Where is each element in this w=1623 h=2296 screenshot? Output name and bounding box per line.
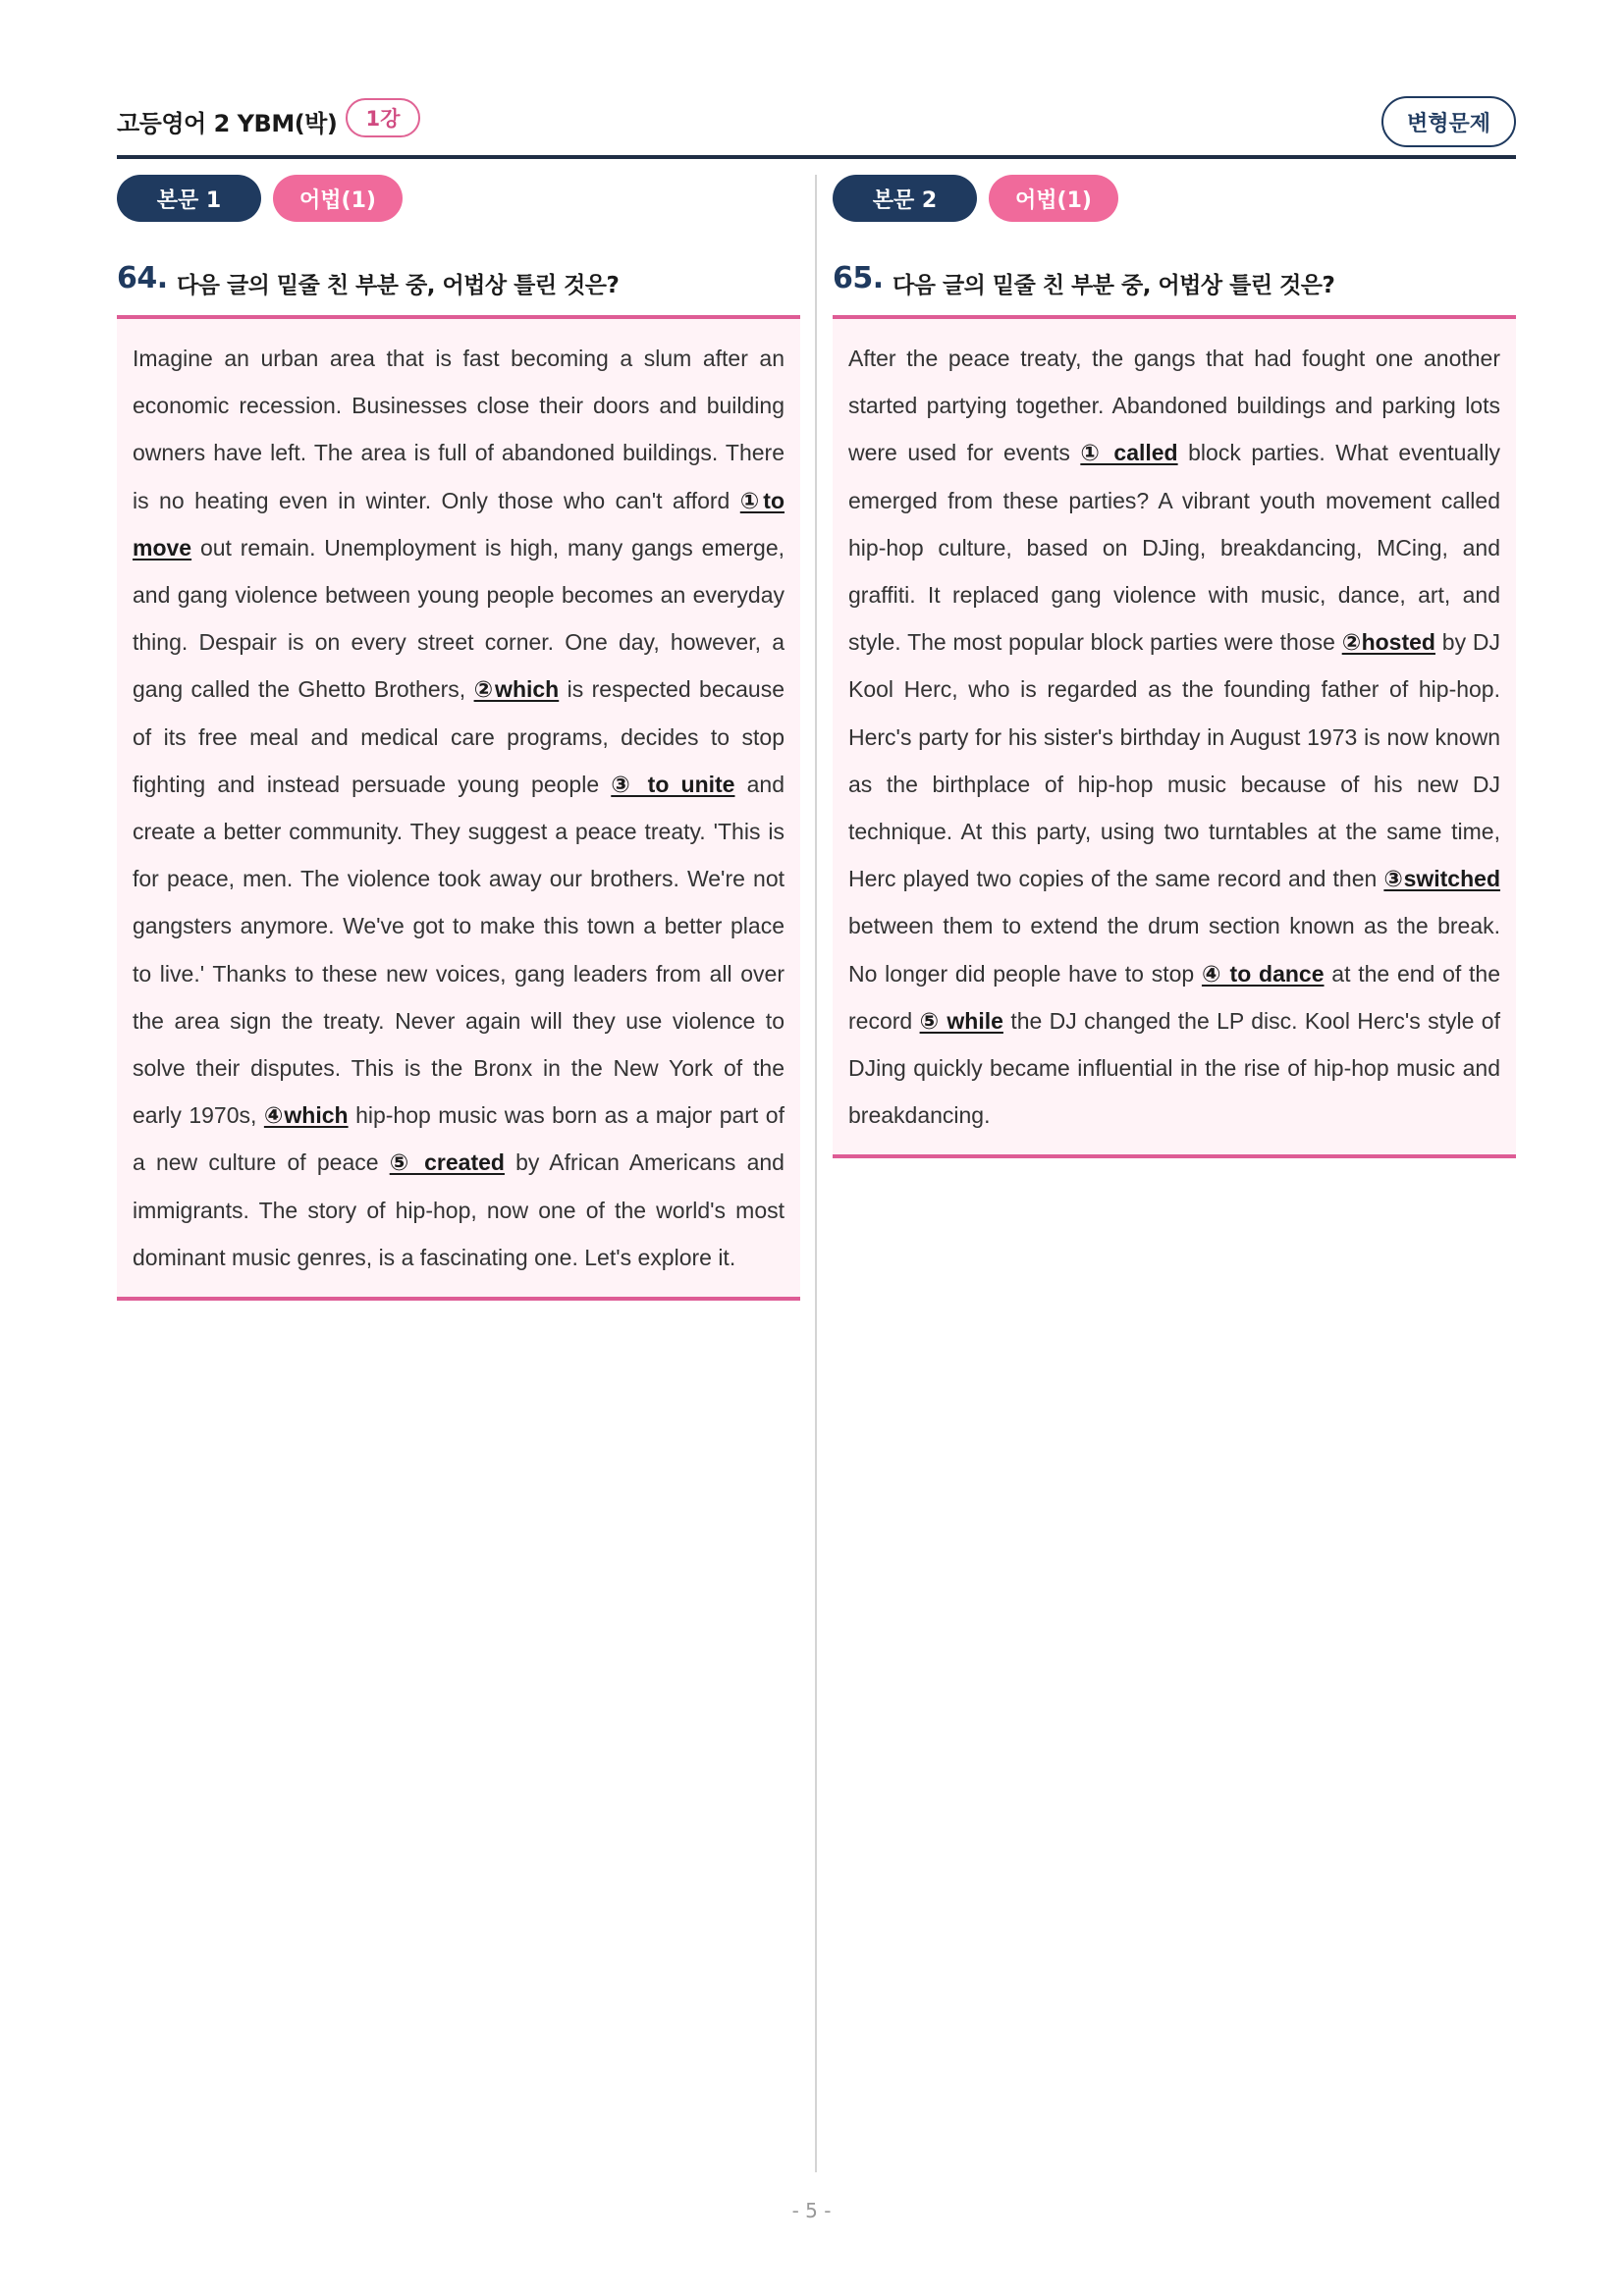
section-tag: 본문 1	[117, 175, 261, 222]
underlined-option-3: ③ to unite	[611, 771, 735, 797]
underlined-option-1: ①to move	[133, 487, 784, 561]
question-64	[117, 261, 800, 298]
passage-text: between them to extend the drum section known as the break. No longer did people have to stop	[848, 913, 1500, 987]
type-tag: 어법(1)	[989, 175, 1118, 222]
underlined-option-2: ②which	[473, 676, 560, 703]
right-column	[833, 175, 1516, 1158]
header-divider	[117, 155, 1516, 159]
passage-text: After the peace treaty, the gangs that had fought one another started partying together. Abandoned buildings and parking lots were used for events	[848, 346, 1500, 466]
passage-box	[833, 319, 1516, 1158]
passage-text: the DJ changed the LP disc. Kool Herc's style of DJing quickly became influential in the rise of hip-hop music and breakdancing.	[848, 1007, 1500, 1129]
question-text: 다음 글의 밑줄 친 부분 중, 어법상 틀린 것은?	[177, 273, 620, 298]
page-header	[117, 96, 1516, 143]
passage-box	[117, 319, 800, 1301]
column-divider	[815, 175, 817, 2172]
passage-text: by African Americans and immigrants. The story of hip-hop, now one of the world's most dominant music genres, is a fascinating one. Let's explore it.	[133, 1149, 784, 1270]
passage-text: out remain. Unemployment is high, many gangs emerge, and gang violence between young people becomes an everyday thing. Despair is on every street corner. One day, however, a gang called the Ghetto Brothers,	[133, 534, 784, 703]
variant-badge: 변형문제	[1381, 96, 1516, 147]
left-column	[117, 175, 800, 1301]
page-title: 고등영어 2 YBM(박)	[117, 110, 338, 137]
underlined-option-4: ④which	[263, 1102, 349, 1129]
question-number: 65.	[833, 261, 884, 295]
passage-text: Imagine an urban area that is fast becoming a slum after an economic recession. Businesses close their doors and building owners have left. The area is full of abandoned buildings. There is no heating even in winter. Only those who can't afford	[133, 346, 784, 513]
underlined-option-5: ⑤ created	[389, 1149, 505, 1176]
passage-text: block parties. What eventually emerged from these parties? A vibrant youth movement called hip-hop culture, based on DJing, breakdancing, MCing, and graffiti. It replaced gang violence with music, dance, art, and style. The most popular block parties were those	[848, 440, 1500, 656]
underlined-option-1: ① called	[1080, 440, 1178, 466]
passage-text: and create a better community. They suggest a peace treaty. 'This is for peace, men. The violence took away our brothers. We're not gangsters anymore. We've got to make this town a better place to live.' Thanks to these new voices, gang leaders from all over the area sign the treaty. Never again will they use violence to solve their disputes. This is the Bronx in the New York of the early 1970s,	[133, 771, 784, 1129]
underlined-option-2: ②hosted	[1341, 629, 1435, 656]
page-number: - 5 -	[791, 2199, 832, 2222]
type-tag: 어법(1)	[273, 175, 403, 222]
left-tags	[117, 175, 800, 222]
passage-text: at the end of the record	[848, 960, 1501, 1034]
passage-text: is respected because of its free meal and medical care programs, decides to stop fighting and instead persuade young people	[133, 676, 784, 797]
underlined-option-3: ③switched	[1383, 866, 1500, 892]
question-number: 64.	[117, 261, 168, 295]
underlined-option-5: ⑤ while	[919, 1007, 1003, 1034]
question-text: 다음 글의 밑줄 친 부분 중, 어법상 틀린 것은?	[893, 273, 1335, 298]
right-tags	[833, 175, 1516, 222]
passage-text: hip-hop music was born as a major part of a new culture of peace	[133, 1102, 784, 1176]
section-tag: 본문 2	[833, 175, 977, 222]
question-65	[833, 261, 1516, 298]
underlined-option-4: ④ to dance	[1201, 960, 1325, 987]
lesson-badge: 1강	[346, 98, 420, 137]
passage-text: by DJ Kool Herc, who is regarded as the founding father of hip-hop. Herc's party for his sister's birthday in August 1973 is now known as the birthplace of hip-hop music because of his new DJ technique. At this party, using two turntables at the same time, Herc played two copies of the same record and then	[848, 629, 1500, 892]
